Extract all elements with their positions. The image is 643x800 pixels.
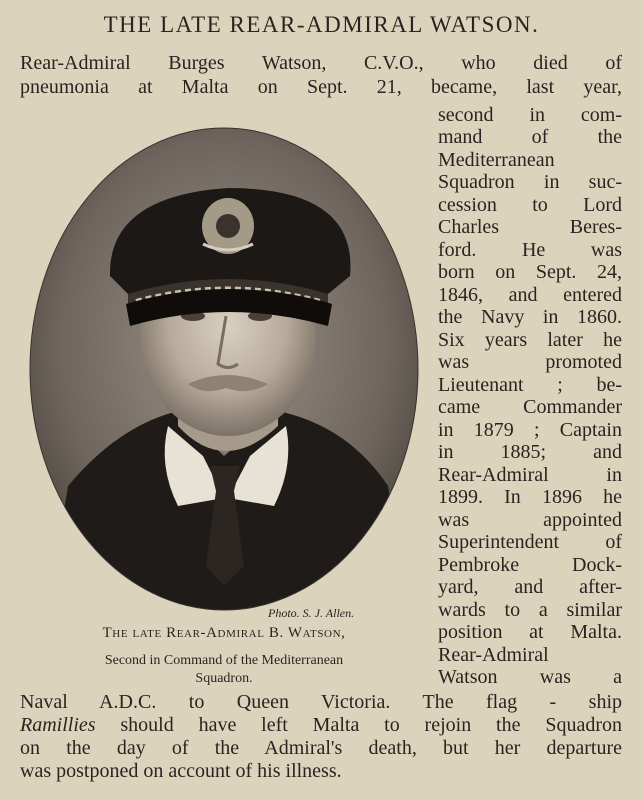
column-line: Squadron in suc- — [438, 171, 622, 193]
column-line: Pembroke Dock- — [438, 554, 622, 576]
column-line: Rear-Admiral in — [438, 464, 622, 486]
column-line: yard, and after- — [438, 576, 622, 598]
photo-credit: Photo. S. J. Allen. — [268, 606, 355, 620]
column-line: in 1879 ; Captain — [438, 419, 622, 441]
column-line: Superintendent of — [438, 531, 622, 553]
column-line: Rear-Admiral — [438, 644, 549, 666]
caption-sub-line-1: Second in Command of the Mediterranean — [104, 653, 344, 668]
bottom-line-2 — [20, 714, 622, 736]
column-line: born on Sept. 24, — [438, 261, 622, 283]
portrait-photo — [28, 126, 420, 612]
column-line: 1899. In 1896 he — [438, 486, 622, 508]
column-line: the Navy in 1860. — [438, 306, 622, 328]
column-line: mand of the — [438, 126, 622, 148]
column-line: Six years later he — [438, 329, 622, 351]
column-line: second in com- — [438, 104, 622, 126]
bottom-line-1: Naval A.D.C. to Queen Victoria. The flag - ship — [20, 691, 622, 713]
column-line: was appointed — [438, 509, 622, 531]
bottom-line-2-rest: should have left Malta to rejoin the Squadron — [95, 714, 622, 736]
column-line: position at Malta. — [438, 621, 622, 643]
column-line: Watson was a — [438, 666, 622, 688]
column-line: came Commander — [438, 396, 622, 418]
caption-sub-line-2: Squadron. — [195, 671, 253, 686]
bottom-line-4: was postponed on account of his illness. — [20, 760, 342, 782]
column-line: Lieutenant ; be- — [438, 374, 622, 396]
column-line: wards to a similar — [438, 599, 622, 621]
column-line: in 1885; and — [438, 441, 622, 463]
headline: THE LATE REAR-ADMIRAL WATSON. — [103, 12, 540, 37]
column-line: was promoted — [438, 351, 622, 373]
ship-name: Ramillies — [20, 714, 96, 736]
top-line-1: Rear-Admiral Burges Watson, C.V.O., who died of — [20, 52, 622, 74]
photo-caption-subtitle — [28, 652, 420, 688]
top-line-2: pneumonia at Malta on Sept. 21, became, last year, — [20, 76, 622, 98]
photo-caption-title: The late Rear-Admiral B. Watson, — [102, 625, 346, 641]
column-line: Mediterranean — [438, 149, 555, 171]
column-line: cession to Lord — [438, 194, 622, 216]
column-line: 1846, and entered — [438, 284, 622, 306]
bottom-line-3: on the day of the Admiral's death, but her departure — [20, 737, 622, 759]
column-line: Charles Beres- — [438, 216, 622, 238]
column-line: ford. He was — [438, 239, 622, 261]
